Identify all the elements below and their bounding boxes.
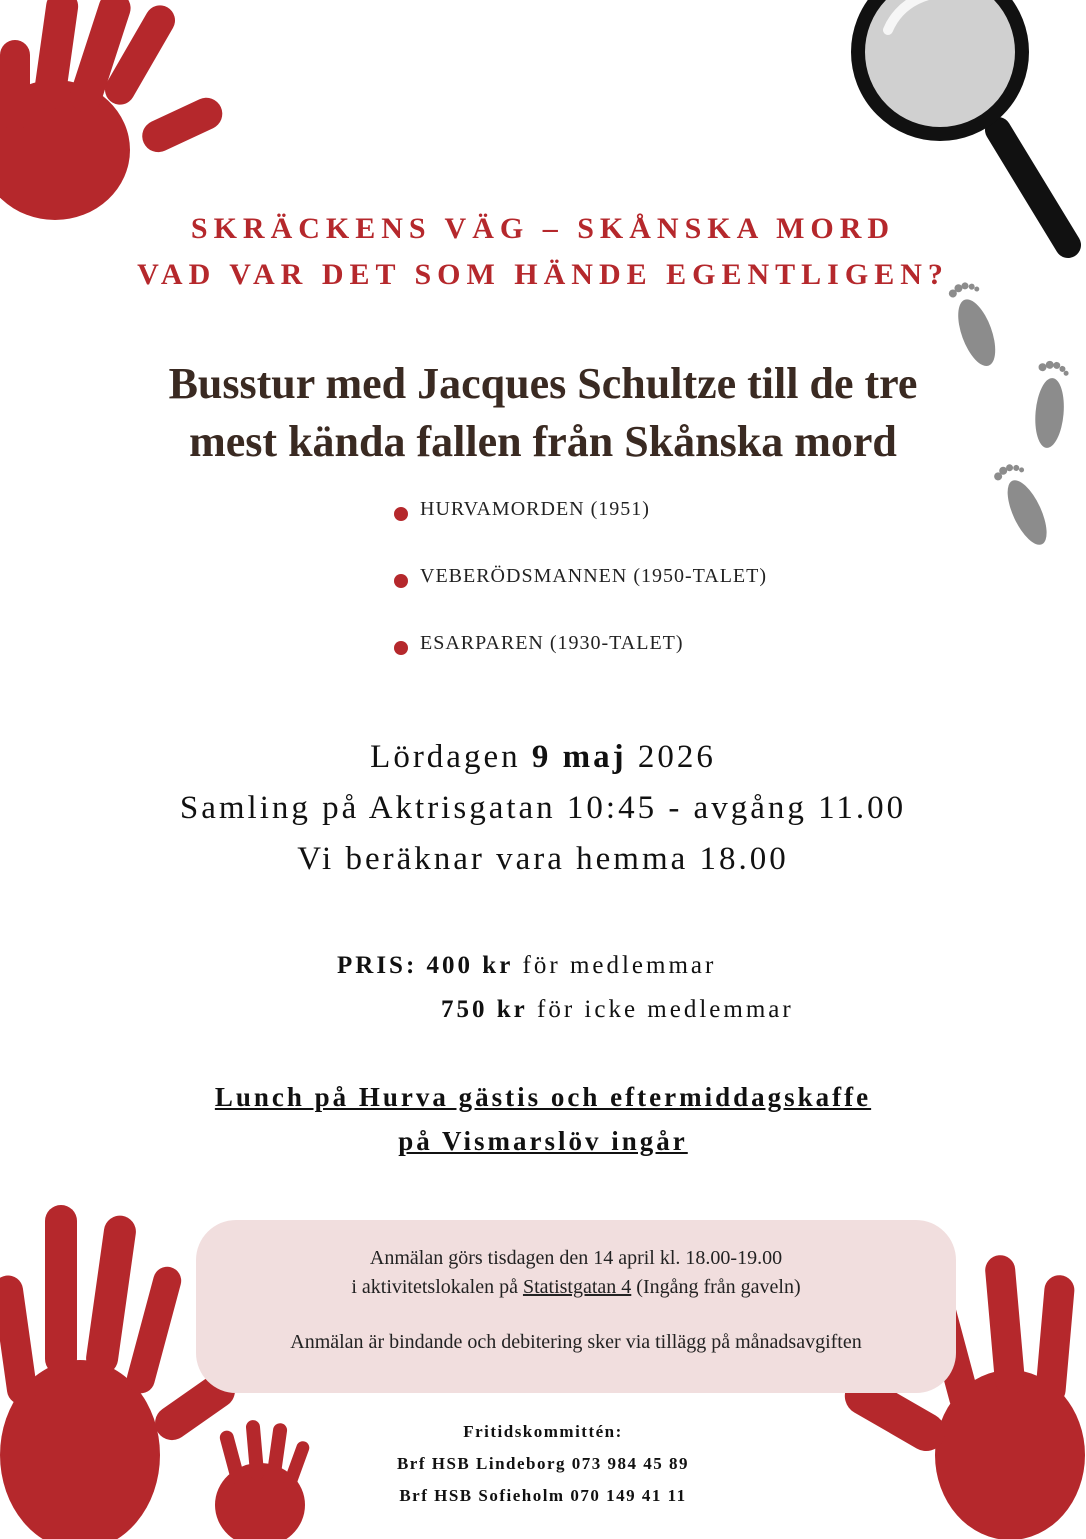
headline-line-2: mest kända fallen från Skånska mord [189, 417, 897, 466]
schedule-date-line [0, 732, 1086, 783]
schedule-year: 2026 [637, 739, 716, 775]
bullet-dot-icon [394, 641, 408, 655]
registration-line-1: Anmälan görs tisdagen den 14 april kl. 18.00-19.00 [369, 1247, 783, 1269]
price-nonmember-text: för icke medlemmar [537, 996, 794, 1023]
lunch-line-2: på Vismarslöv ingår [398, 1126, 688, 1156]
bullet-dot-icon [394, 574, 408, 588]
price-nonmember-amount: 750 kr [441, 996, 528, 1023]
headline [0, 355, 1086, 471]
schedule-day: Lördagen [370, 739, 521, 775]
footer-contact-1: Brf HSB Lindeborg 073 984 45 89 [396, 1454, 690, 1473]
registration-line-3: Anmälan är bindande och debitering sker via tillägg på månadsavgiften [290, 1331, 862, 1353]
list-item [394, 498, 767, 565]
footer [0, 1416, 1086, 1512]
registration-address-link[interactable]: Statistgatan 4 [522, 1276, 632, 1298]
registration-line-2 [196, 1273, 956, 1302]
footer-contact-2: Brf HSB Sofieholm 070 149 41 11 [399, 1486, 687, 1505]
schedule-meeting: Samling på Aktrisgatan 10:45 - avgång 11.00 [179, 790, 907, 826]
schedule-return: Vi beräknar vara hemma 18.00 [297, 841, 789, 877]
headline-line-1: Busstur med Jacques Schultze till de tre [168, 359, 918, 408]
price-member [337, 950, 716, 982]
red-handprint-icon [0, 0, 235, 235]
kicker-line-1: SKRÄCKENS VÄG – SKÅNSKA MORD [190, 212, 896, 245]
registration-location-suffix: (Ingång från gaveln) [636, 1276, 801, 1298]
schedule [0, 732, 1086, 885]
case-label: HURVAMORDEN (1951) [420, 498, 650, 520]
price-member-amount: 400 kr [426, 952, 514, 979]
schedule-date: 9 maj [531, 739, 627, 775]
kicker [0, 206, 1086, 298]
price-member-text: för medlemmar [522, 952, 717, 979]
lunch-info [0, 1075, 1086, 1163]
price-label: PRIS: [337, 952, 418, 979]
bullet-dot-icon [394, 507, 408, 521]
kicker-line-2: VAD VAR DET SOM HÄNDE EGENTLIGEN? [137, 258, 949, 291]
registration-box [196, 1220, 956, 1393]
case-label: VEBERÖDSMANNEN (1950-TALET) [420, 565, 768, 587]
lunch-line-1: Lunch på Hurva gästis och eftermiddagskaffe [214, 1082, 872, 1112]
list-item [394, 632, 767, 699]
registration-location-prefix: i aktivitetslokalen på [351, 1276, 518, 1298]
case-list [394, 498, 767, 699]
case-label: ESARPAREN (1930-TALET) [420, 632, 684, 654]
price-nonmember [441, 994, 794, 1026]
footer-committee: Fritidskommittén: [463, 1422, 623, 1441]
list-item [394, 565, 767, 632]
